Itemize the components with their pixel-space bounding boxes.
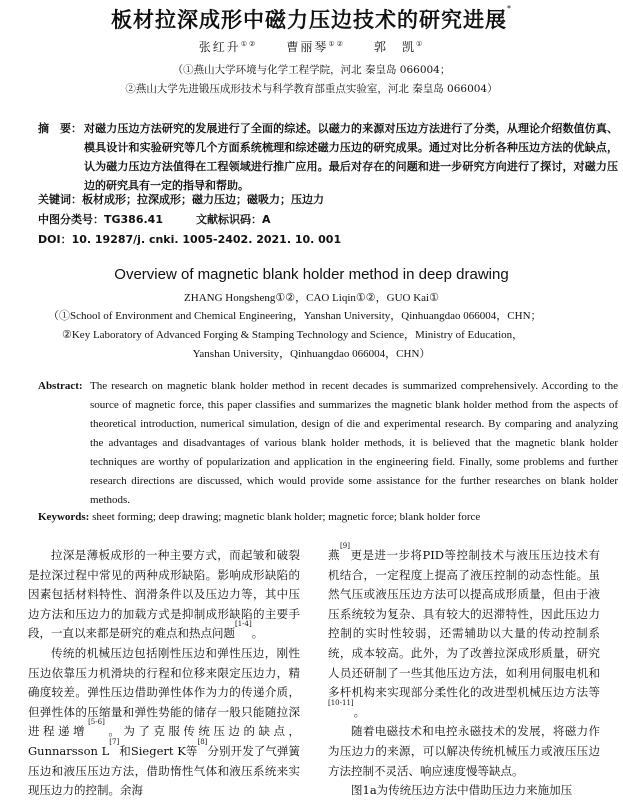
en-keywords	[38, 511, 618, 523]
en-abstract-label: Abstract:	[38, 380, 83, 392]
doi: DOI：10. 19287/j. cnki. 1005-2402. 2021. 10. 001	[38, 233, 342, 246]
citation: [8]	[197, 737, 208, 746]
en-affiliation-3: Yanshan University，Qinhuangdao 066004，CHN）	[192, 348, 431, 360]
paragraph-figure-ref: 图1a为传统压边方法中借助压边力来施加压	[351, 783, 573, 798]
cn-keywords: 关键词：板材成形；拉深成形；磁力压边；磁吸力；压边力	[38, 193, 324, 206]
body-column-left	[28, 546, 300, 801]
title-footnote-mark: *	[507, 4, 512, 13]
paper-title: 板材拉深成形中磁力压边技术的研究进展*	[111, 4, 512, 32]
author-1: 张红升①②	[198, 40, 258, 54]
en-keywords-text: sheet forming; deep drawing; magnetic blank holder; magnetic force; blank holder force	[92, 511, 481, 523]
paragraph-traditional-holder: 传统的机械压边包括刚性压边和弹性压边，刚性压边依靠压力机滑块的行程和位移来限定压边力，精确度较差。弹性压边借助弹性体作为力的传递介质，但弹性体的压缩量和弹性势能的储存一般只能随拉深进程递增[5-6]。为了克服传统压边的缺点，Gunnarsson L[7]和Siegert K等[8]分别开发了气弹簧压边和液压压边方法，借助惰性气体和液压系统来实现压边力的控制。余海	[28, 645, 300, 798]
citation: [9]	[340, 542, 350, 550]
paragraph-intro: 拉深是薄板成形的一种主要方式，而起皱和破裂是拉深过程中常见的两种成形缺陷。影响成形缺陷的因素包括材料特性、润滑条件以及压边力等，其中压边方法和压边力的加载方式是抑制成形缺陷的主要手段，一直以来都是研究的难点和热点问题[1-4]。	[28, 548, 300, 641]
citation: [10-11]	[328, 698, 354, 707]
author-2: 曹丽琴①②	[286, 40, 345, 54]
cn-abstract-label: 摘 要：	[38, 122, 82, 135]
cn-authors	[0, 38, 623, 55]
body-column-right	[328, 542, 601, 801]
cn-affiliation-1: （①燕山大学环境与化学工程学院，河北 秦皇岛 066004；	[172, 64, 451, 76]
en-affiliation-1: （①School of Environment and Chemical Engineering，Yanshan University，Qinhuangdao 066004，CHN；	[48, 310, 542, 322]
paragraph-continued: 燕[9]更是进一步将PID等控制技术与液压压边技术有机结合，一定程度上提高了液压控制的动态性能。虽然气压或液压压边方法可以提高成形质量，但由于液压系统较为复杂、具有较大的迟滞特性，因此压边力控制的实时性较弱，还需辅助以大量的传动控制系统，成本较高。此外，为了改善拉深成形质量，研究人员还研制了一些其他压边方法，如利用伺服电机和多杆机构来实现部分柔性化的改进型机械压边方法等[10-11]。	[328, 542, 601, 719]
author-3: 郭 凯①	[374, 40, 425, 54]
en-keywords-label: Keywords:	[38, 511, 90, 523]
en-abstract-text: The research on magnetic blank holder method in recent decades is summarized comprehensively. According to the source of magnetic force, this paper classifies and summarizes the magnetic blank holder method from the aspects of theoretical introduction, numerical simulation, design of die and experimental research. By comparing and analyzing the advantages and disadvantages of various blank holder methods, it is believed that the magnetic blank holder techniques are worthy of popularization and application in the engineering field. Finally, some problems and further research directions are discussed, which would provide some assistance for the further researches on blank holder methods.	[90, 380, 618, 506]
clc-number: 中图分类号：TG386.41	[38, 213, 163, 226]
cn-affiliation-2: ②燕山大学先进锻压成形技术与科学教育部重点实验室，河北 秦皇岛 066004）	[125, 83, 498, 95]
citation: [5-6]	[88, 718, 105, 727]
en-title: Overview of magnetic blank holder method in deep drawing	[114, 266, 509, 283]
en-abstract	[38, 377, 618, 510]
en-authors: ZHANG Hongsheng①②，CAO Liqin①②，GUO Kai①	[184, 292, 439, 304]
document-code: 文献标识码：A	[196, 213, 271, 226]
cn-abstract-text: 对磁力压边方法研究的发展进行了全面的综述。以磁力的来源对压边方法进行了分类，从理论介绍数值仿真、模具设计和实验研究等几个方面系统梳理和综述磁力压边的研究成果。通过对比分析各种压边方法的优缺点，认为磁力压边方法值得在工程领域进行推广应用。最后对存在的问题和进一步研究方向进行了探讨，对磁力压边的研究具有一定的指导和帮助。	[84, 122, 618, 192]
citation: [7]	[109, 737, 120, 746]
en-affiliation-2: ②Key Laboratory of Advanced Forging & Stamping Technology and Science，Ministry of Education，	[62, 329, 524, 341]
citation: [1-4]	[235, 620, 252, 629]
paragraph-magnetic: 随着电磁技术和电控永磁技术的发展，将磁力作为压边力的来源，可以解决传统机械压力或液压压边方法控制不灵活、响应速度慢等缺点。	[328, 724, 600, 778]
cn-abstract	[38, 119, 618, 195]
